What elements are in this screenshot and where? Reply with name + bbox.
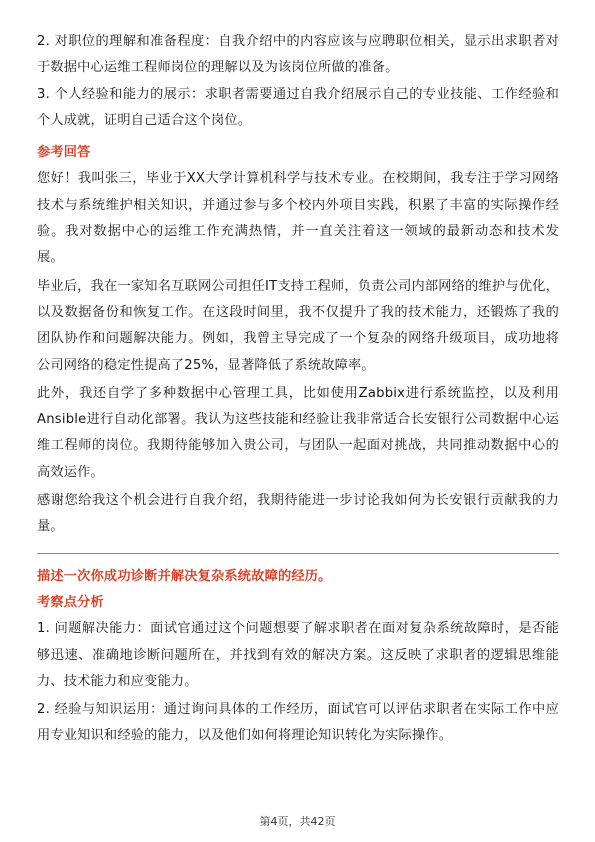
section-divider xyxy=(37,553,559,554)
interview-question: 描述一次你成功诊断并解决复杂系统故障的经历。 xyxy=(37,568,332,584)
answer-paragraph: 您好！我叫张三，毕业于XX大学计算机科学与技术专业。在校期间，我专注于学习网络技术与系统维护相关知识，并通过参与多个校内外项目实践，积累了丰富的实际操作经验。我对数据中心的运维工作充满热情，并一直关注着这一领域的最新动态和技术发展。 xyxy=(37,171,559,266)
document-body xyxy=(37,29,559,750)
point-experience-display: 3. 个人经验和能力的展示：求职者需要通过自我介绍展示自己的专业技能、工作经验和个人成就，证明自己适合这个岗位。 xyxy=(37,86,559,128)
answer-paragraph: 感谢您给我这个机会进行自我介绍，我期待能进一步讨论我如何为长安银行贡献我的力量。 xyxy=(37,493,559,535)
page-number: 第4页，共42页 xyxy=(259,815,336,828)
analysis-point: 2. 经验与知识运用：通过询问具体的工作经历，面试官可以评估求职者在实际工作中应用专业知识和经验的能力，以及他们如何将理论知识转化为实际操作。 xyxy=(37,702,559,744)
answer-heading: 参考回答 xyxy=(37,145,91,161)
answer-paragraph: 毕业后，我在一家知名互联网公司担任IT支持工程师，负责公司内部网络的维护与优化，以及数据备份和恢复工作。在这段时间里，我不仅提升了我的技术能力，还锻炼了我的团队协作和问题解决能力。例如，我曾主导完成了一个复杂的网络升级项目，成功地将公司网络的稳定性提高了25%，显著降低了系统故障率。 xyxy=(37,278,559,373)
answer-paragraph: 此外，我还自学了多种数据中心管理工具，比如使用Zabbix进行系统监控，以及利用Ansible进行自动化部署。我认为这些技能和经验让我非常适合长安银行公司数据中心运维工程师的岗位。我期待能够加入贵公司，与团队一起面对挑战，共同推动数据中心的高效运作。 xyxy=(37,385,559,480)
analysis-point: 1. 问题解决能力：面试官通过这个问题想要了解求职者在面对复杂系统故障时，是否能够迅速、准确地诊断问题所在，并找到有效的解决方案。这反映了求职者的逻辑思维能力、技术能力和应变能力。 xyxy=(37,621,559,689)
point-job-understanding: 2. 对职位的理解和准备程度：自我介绍中的内容应该与应聘职位相关，显示出求职者对于数据中心运维工程师岗位的理解以及为该岗位所做的准备。 xyxy=(37,34,559,76)
analysis-heading: 考察点分析 xyxy=(37,594,104,610)
